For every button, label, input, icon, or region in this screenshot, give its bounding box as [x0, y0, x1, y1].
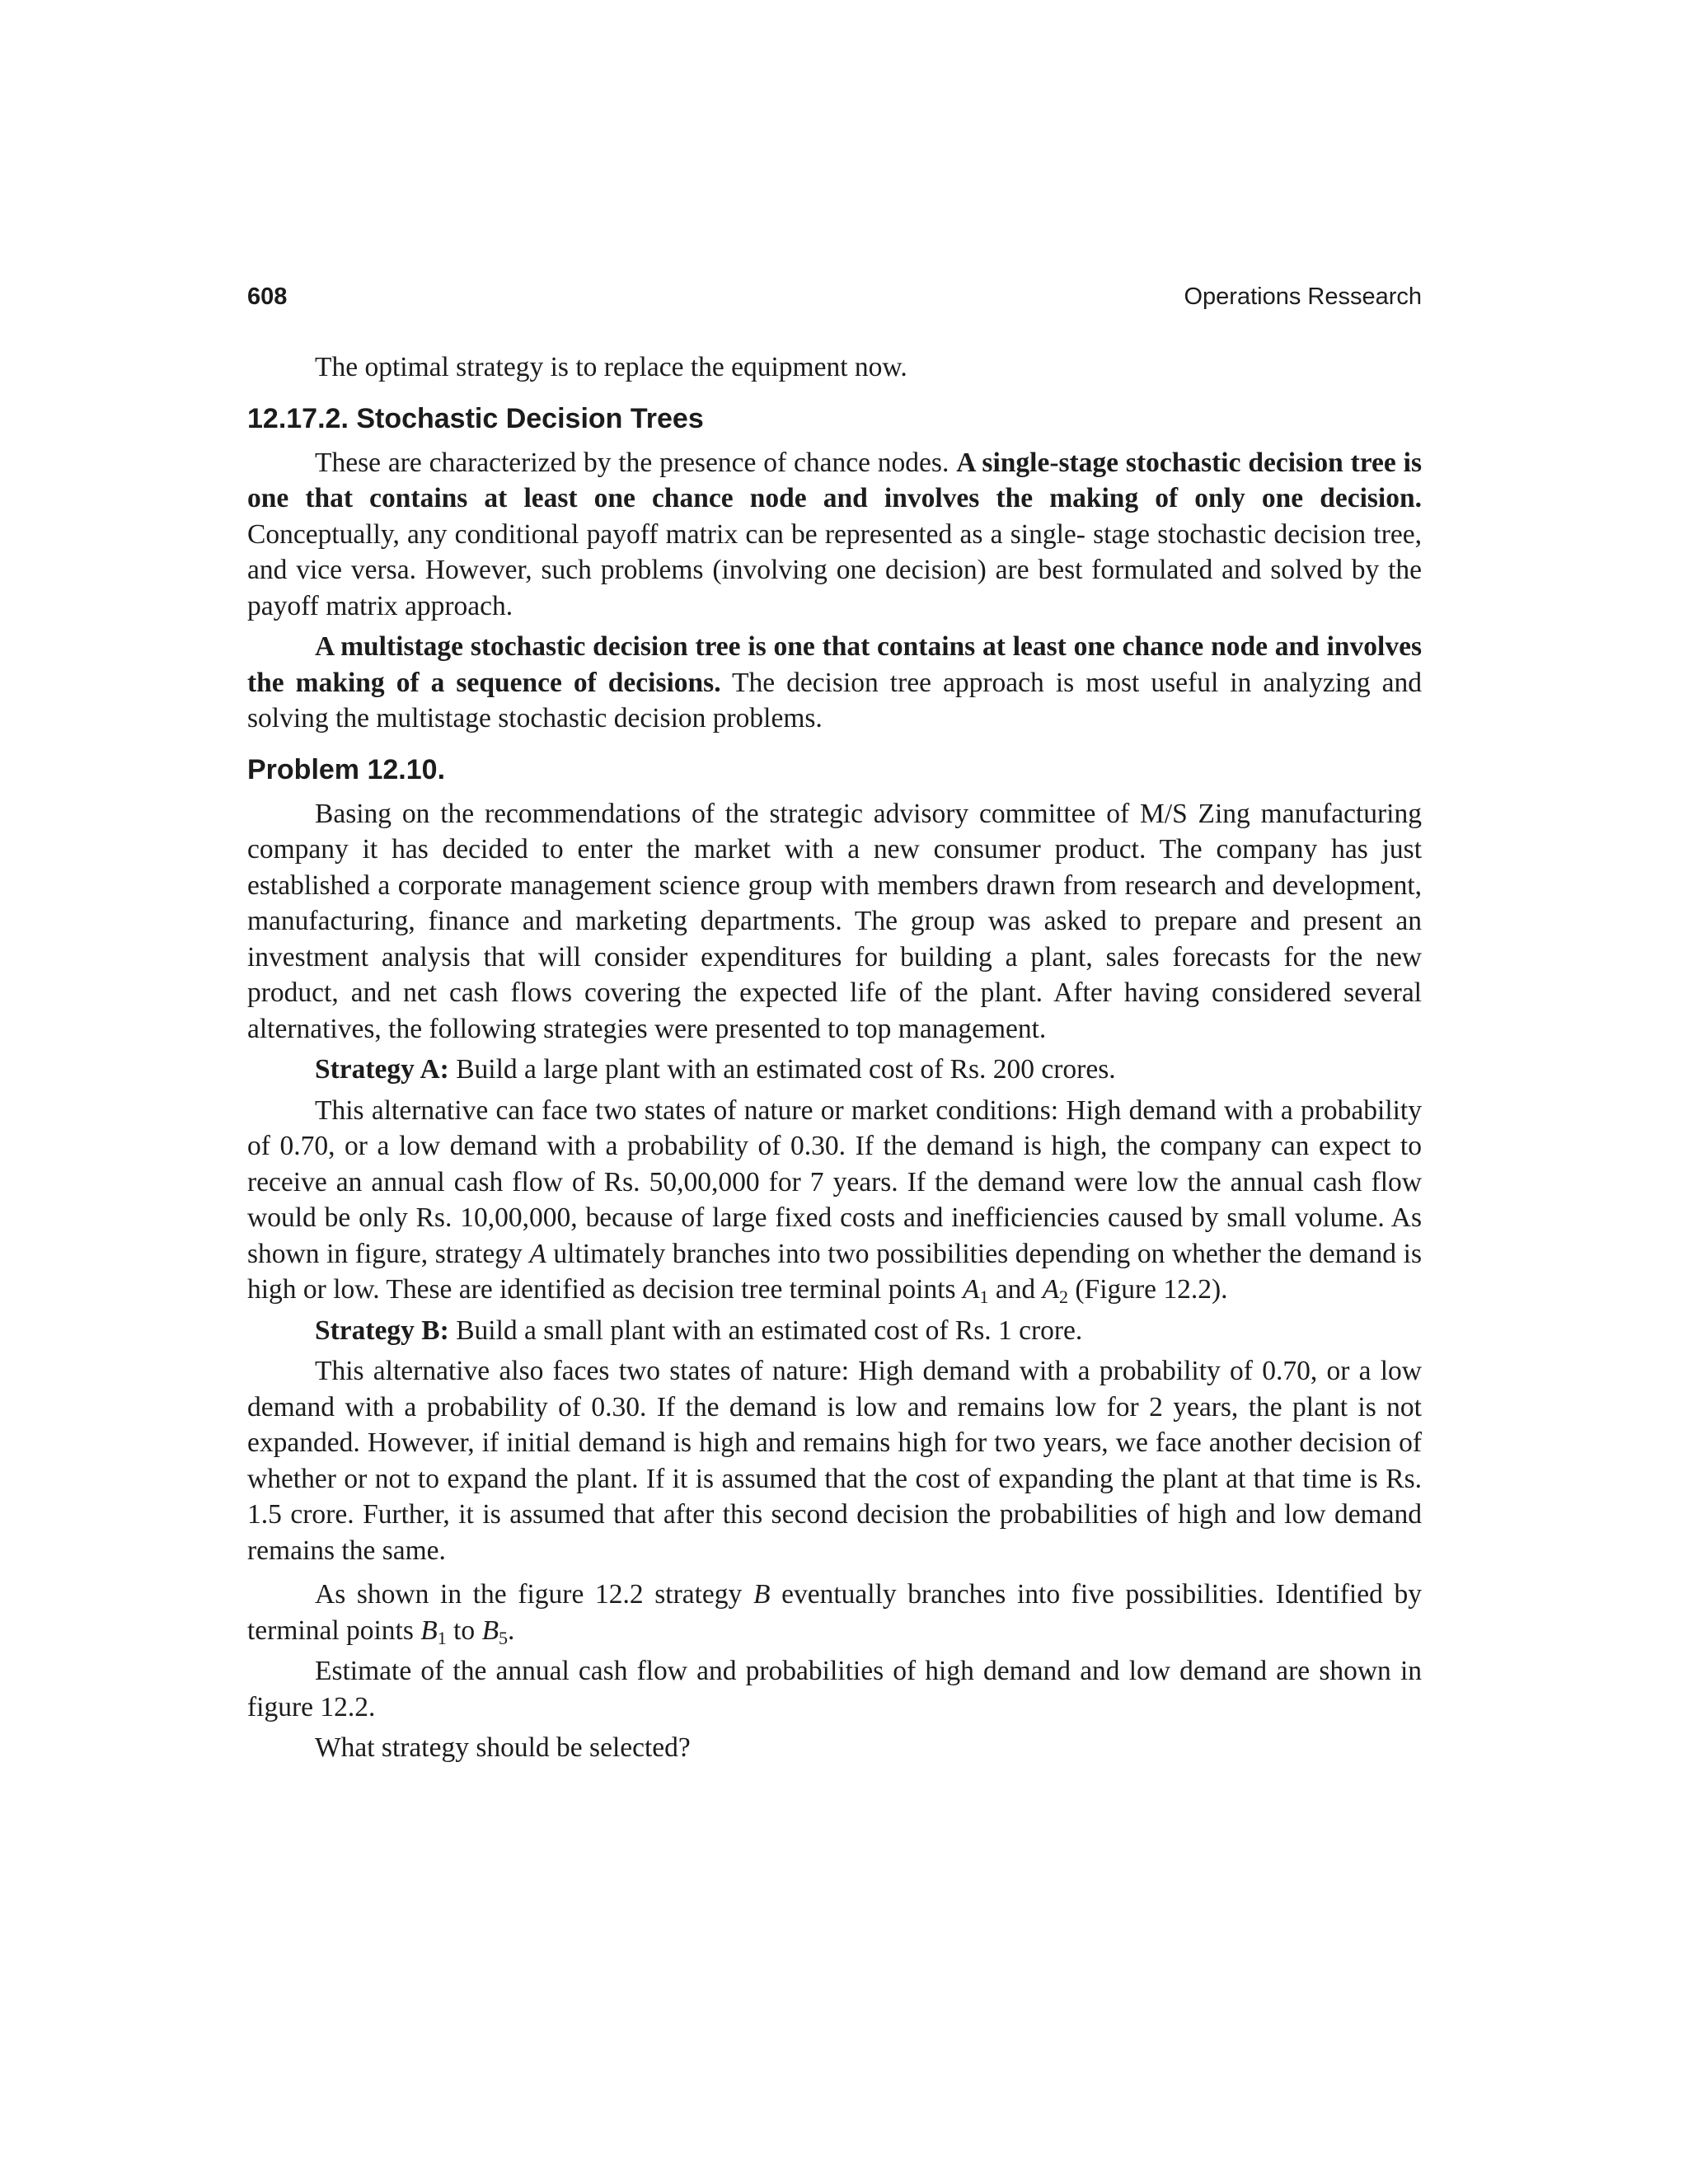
p2-a1: A	[962, 1274, 980, 1305]
p4-part1: As shown in the figure 12.2 strategy	[315, 1579, 753, 1610]
problem-heading: Problem 12.10.	[247, 753, 446, 785]
book-title: Operations Ressearch	[1184, 284, 1422, 310]
p4-var-b: B	[753, 1579, 771, 1610]
p6-text: What strategy should be selected?	[315, 1732, 691, 1763]
problem-question	[247, 1730, 1422, 1766]
strategy-b-paragraph	[247, 1313, 1422, 1349]
problem-paragraph-2	[247, 1093, 1422, 1308]
problem-paragraph-1	[247, 796, 1422, 1047]
intro-paragraph	[247, 349, 1422, 386]
section-p2-bold: A multistage stochastic decision tree is one that contains at least one chance node and involves the making of a sequence of decisions.	[247, 631, 1422, 698]
p4-b1: B	[420, 1615, 438, 1646]
p3-text: This alternative also faces two states of nature: High demand with a probability of 0.70, or a low demand with a probability of 0.30. If the demand is low and remains low for 2 years, the plant is not expanded. However, if initial demand is high and remains high for two years, we face another decision of whether or not to expand the plant. If it is assumed that the cost of expanding the plant at that time is Rs. 1.5 crore. Further, it is assumed that after this second decision the probabilities of high and low demand remains the same.	[247, 1356, 1422, 1566]
problem-paragraph-3	[247, 1353, 1422, 1568]
p4-part2: eventually branches into five possibilities. Identified by terminal points	[247, 1579, 1422, 1646]
section-p1-bold: A single-stage stochastic decision tree is one that contains at least one chance node and involves the making of only one decision.	[247, 447, 1422, 513]
p4-to: to	[446, 1615, 482, 1646]
intro-text: The optimal strategy is to replace the equipment now.	[315, 352, 907, 382]
strategy-a-text: Build a large plant with an estimated cost of Rs. 200 crores.	[448, 1054, 1116, 1085]
problem-paragraph-5	[247, 1653, 1422, 1725]
section-paragraph-1	[247, 445, 1422, 625]
p2-end: (Figure 12.2).	[1068, 1274, 1228, 1305]
section-p1-plain: These are characterized by the presence of chance nodes.	[315, 447, 957, 478]
p5-text: Estimate of the annual cash flow and probabilities of high demand and low demand are shown in figure 12.2.	[247, 1656, 1422, 1722]
p2-a2: A	[1042, 1274, 1060, 1305]
p2-and: and	[988, 1274, 1043, 1305]
p2-a1-sub: 1	[979, 1286, 989, 1307]
problem-p1-text: Basing on the recommendations of the strategic advisory committee of M/S Zing manufacturing company it has decided to enter the market with a new consumer product. The company has just established a corporate management science group with members drawn from research and development, manufacturing, finance and marketing departments. The group was asked to prepare and present an investment analysis that will consider expenditures for building a plant, sales forecasts for the new product, and net cash flows covering the expected life of the plant. After having considered several alternatives, the following strategies were presented to top management.	[247, 798, 1422, 1044]
strategy-b-text: Build a small plant with an estimated cost of Rs. 1 crore.	[448, 1315, 1083, 1346]
page-content	[247, 280, 1422, 1766]
strategy-b-label: Strategy B:	[315, 1315, 449, 1346]
running-header	[247, 280, 1422, 313]
p2-part1: This alternative can face two states of nature or market conditions: High demand with a probability of 0.70, or a low demand with a probability of 0.30. If the demand is high, the company can expect to receive an annual cash flow of Rs. 50,00,000 for 7 years. If the demand were low the annual cash flow would be only Rs. 10,00,000, because of large fixed costs and inefficiencies caused by small volume. As shown in figure, strategy	[247, 1094, 1422, 1269]
section-paragraph-2	[247, 629, 1422, 737]
section-p1-rest: Conceptually, any conditional payoff matrix can be represented as a single- stage stochastic decision tree, and vice versa. However, such problems (involving one decision) are best formulated and solved by the payoff matrix approach.	[247, 518, 1422, 621]
p4-end: .	[508, 1615, 515, 1646]
p2-a2-sub: 2	[1059, 1286, 1069, 1307]
section-heading: 12.17.2. Stochastic Decision Trees	[247, 402, 704, 434]
strategy-a-label: Strategy A:	[315, 1054, 449, 1085]
strategy-a-paragraph	[247, 1052, 1422, 1088]
p2-var-a: A	[529, 1238, 546, 1269]
page-number: 608	[247, 284, 288, 310]
problem-paragraph-4	[247, 1577, 1422, 1648]
p4-b5: B	[481, 1615, 499, 1646]
section-p2-rest: The decision tree approach is most useful in analyzing and solving the multistage stochastic decision problems.	[247, 667, 1422, 733]
p2-part2: ultimately branches into two possibilities depending on whether the demand is high or low. These are identified as decision tree terminal points	[247, 1238, 1423, 1305]
p4-b5-sub: 5	[499, 1627, 509, 1648]
p4-b1-sub: 1	[437, 1627, 447, 1648]
